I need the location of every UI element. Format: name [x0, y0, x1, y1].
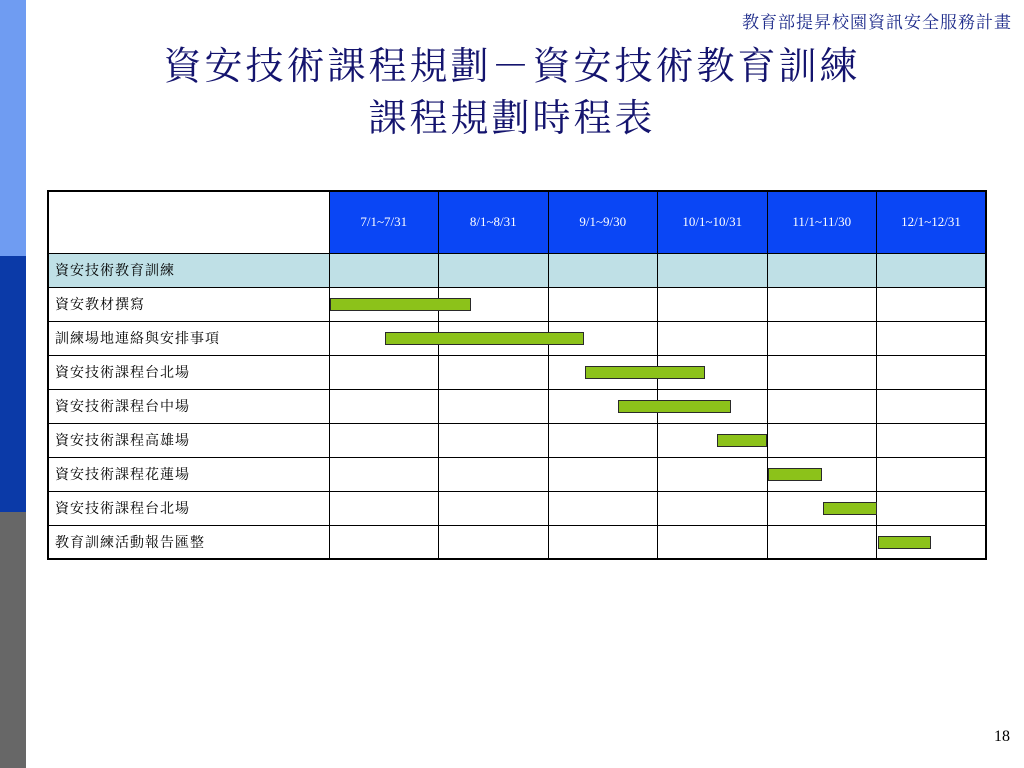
month-cell	[877, 525, 987, 559]
month-cell	[658, 389, 768, 423]
slide-title	[40, 40, 984, 144]
schedule-table	[47, 190, 987, 560]
month-cell	[329, 491, 439, 525]
decorative-stripe-bottom	[0, 512, 26, 768]
task-row	[48, 355, 986, 389]
task-name: 資安技術課程花蓮場	[48, 457, 329, 491]
task-row	[48, 457, 986, 491]
task-name: 資安技術課程台北場	[48, 355, 329, 389]
month-cell	[548, 525, 658, 559]
month-cell	[439, 287, 549, 321]
month-cell	[439, 355, 549, 389]
month-cell	[767, 525, 877, 559]
month-cell	[548, 321, 658, 355]
month-cell	[658, 355, 768, 389]
month-cell	[767, 423, 877, 457]
month-cell	[439, 423, 549, 457]
month-cell	[767, 389, 877, 423]
month-cell	[329, 423, 439, 457]
month-cell	[548, 457, 658, 491]
task-name: 資安技術課程台北場	[48, 491, 329, 525]
page-number: 18	[994, 728, 1010, 745]
month-cell	[548, 423, 658, 457]
task-row	[48, 287, 986, 321]
period-header: 12/1~12/31	[877, 191, 987, 253]
period-header: 11/1~11/30	[767, 191, 877, 253]
month-cell	[877, 491, 987, 525]
month-cell	[877, 287, 987, 321]
month-cell	[767, 491, 877, 525]
task-name: 資安技術課程高雄場	[48, 423, 329, 457]
month-cell	[439, 491, 549, 525]
month-cell	[548, 355, 658, 389]
period-header: 7/1~7/31	[329, 191, 439, 253]
month-cell	[439, 389, 549, 423]
project-name: 教育部提昇校園資訊安全服務計畫	[742, 13, 1012, 33]
group-row	[48, 253, 986, 287]
group-label: 資安技術教育訓練	[48, 253, 329, 287]
task-name: 資安技術課程台中場	[48, 389, 329, 423]
period-header: 9/1~9/30	[548, 191, 658, 253]
month-cell	[658, 525, 768, 559]
month-cell	[877, 355, 987, 389]
month-cell	[439, 525, 549, 559]
month-cell	[767, 253, 877, 287]
month-cell	[658, 423, 768, 457]
month-cell	[877, 253, 987, 287]
decorative-stripe-middle	[0, 256, 26, 512]
month-cell	[329, 321, 439, 355]
month-cell	[439, 253, 549, 287]
month-cell	[877, 423, 987, 457]
month-cell	[548, 491, 658, 525]
task-name: 教育訓練活動報告匯整	[48, 525, 329, 559]
month-cell	[767, 457, 877, 491]
month-cell	[767, 355, 877, 389]
month-cell	[329, 287, 439, 321]
month-cell	[877, 321, 987, 355]
month-cell	[767, 287, 877, 321]
task-row	[48, 423, 986, 457]
period-header: 10/1~10/31	[658, 191, 768, 253]
month-cell	[329, 525, 439, 559]
slide-title-line-2: 課程規劃時程表	[368, 96, 656, 140]
slide-title-line-1: 資安技術課程規劃－資安技術教育訓練	[163, 44, 861, 88]
task-row	[48, 491, 986, 525]
month-cell	[658, 321, 768, 355]
decorative-stripe-top	[0, 0, 26, 256]
month-cell	[548, 253, 658, 287]
task-name: 資安教材撰寫	[48, 287, 329, 321]
task-row	[48, 321, 986, 355]
month-cell	[658, 457, 768, 491]
month-cell	[877, 389, 987, 423]
period-header: 8/1~8/31	[439, 191, 549, 253]
month-cell	[877, 457, 987, 491]
month-cell	[548, 287, 658, 321]
month-cell	[329, 457, 439, 491]
month-cell	[329, 389, 439, 423]
month-cell	[329, 355, 439, 389]
month-cell	[767, 321, 877, 355]
month-cell	[439, 321, 549, 355]
month-cell	[658, 491, 768, 525]
month-cell	[658, 287, 768, 321]
schedule-corner-cell	[48, 191, 329, 253]
task-row	[48, 389, 986, 423]
month-cell	[658, 253, 768, 287]
month-cell	[329, 253, 439, 287]
schedule-header-row	[48, 191, 986, 253]
task-name: 訓練場地連絡與安排事項	[48, 321, 329, 355]
month-cell	[439, 457, 549, 491]
month-cell	[548, 389, 658, 423]
task-row	[48, 525, 986, 559]
